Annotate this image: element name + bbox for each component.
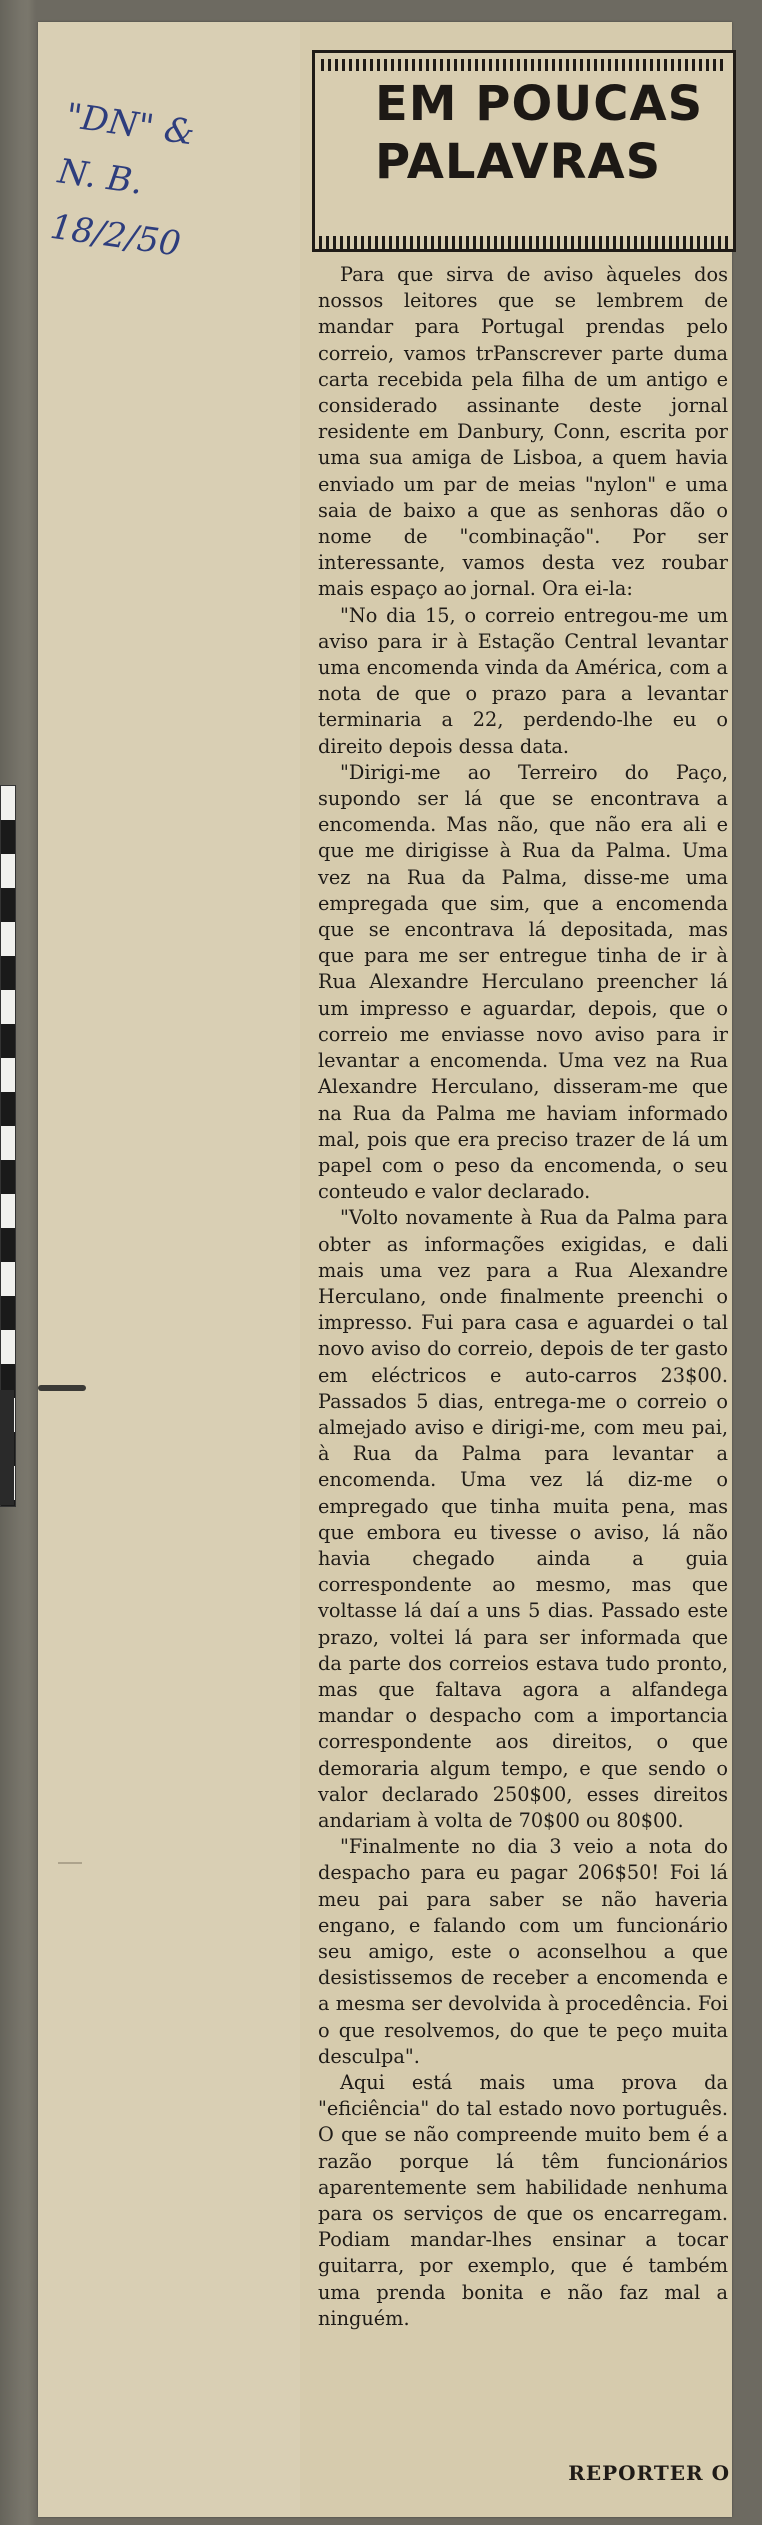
headline-line-1: EM POUCAS	[375, 76, 704, 132]
article-paragraph: "Finalmente no dia 3 veio a nota do despacho para eu pagar 206$50! Foi lá meu pai para saber se não haveria engano, e falando com um funcionário seu amigo, este o aconselhou a que desistissemos de receber a encomenda e a mesma ser devolvida à procedência. Foi o que resolvemos, do que te peço muita desculpa".	[318, 1835, 728, 2068]
handwritten-line-2: N. B.	[55, 151, 146, 203]
margin-mark	[38, 1385, 86, 1391]
handwritten-line-1: "DN" &	[63, 95, 197, 154]
headline-box	[312, 50, 736, 252]
handwritten-annotation	[47, 88, 268, 282]
article-signature: REPORTER O	[568, 2461, 730, 2485]
clipping-margin	[38, 22, 300, 2517]
article-body	[318, 262, 728, 2332]
scale-ruler-dark-segment	[0, 1390, 14, 1505]
article-paragraph: "Dirigi-me ao Terreiro do Paço, supondo ser lá que se encontrava a encomenda. Mas não, que não era ali e que me dirigisse à Rua da Palma. Uma vez na Rua da Palma, disse-me uma empregada que sim, que a encomenda que se encontrava lá depositada, mas que para me ser entregue tinha de ir à Rua Alexandre Herculano preencher lá um impresso e aguardar, depois, que o correio me enviasse novo aviso para ir levantar a encomenda. Uma vez na Rua Alexandre Herculano, disseram-me que na Rua da Palma me haviam informado mal, pois que era preciso trazer de lá um papel com o peso da encomenda, o seu conteudo e valor declarado.	[318, 760, 728, 1204]
headline-line-2: PALAVRAS	[375, 134, 662, 190]
handwritten-line-3: 18/2/50	[47, 206, 184, 265]
headline	[375, 75, 715, 191]
article-paragraph: "Volto novamente à Rua da Palma para obter as informações exigidas, e dali mais uma vez para a Rua Alexandre Herculano, onde finalmente preenchi o impresso. Fui para casa e aguardei o tal novo aviso do correio, depois de ter gasto em eléctricos e auto-carros 23$00. Passados 5 dias, entrega-me o correio o almejado aviso e dirigi-me, com meu pai, à Rua da Palma para levantar a encomenda. Uma vez lá diz-me o empregado que tinha muita pena, mas que embora eu tivesse o aviso, lá não havia chegado ainda a guia correspondente ao mesmo, mas que voltasse lá daí a uns 5 dias. Passado este prazo, voltei lá para ser informada que da parte dos correios estava tudo pronto, mas que faltava agora a alfandega mandar o despacho com a importancia correspondente aos direitos, o que demoraria algum tempo, e que sendo o valor declarado 250$00, esses direitos andariam à volta de 70$00 ou 80$00.	[318, 1206, 728, 1832]
article-paragraph: "No dia 15, o correio entregou-me um aviso para ir à Estação Central levantar uma encomenda vinda da América, com a nota de que o prazo para a levantar terminaria a 22, perdendo-lhe eu o direito depois dessa data.	[318, 603, 728, 758]
margin-scratch	[58, 1862, 82, 1876]
article-paragraph: Aqui está mais uma prova da "eficiência" do tal estado novo português. O que se não compreende muito bem é a razão porque lá têm funcionários aparentemente sem habilidade nenhuma para os serviços de que os encarregam. Podiam mandar-lhes ensinar a tocar guitarra, por exemplo, que é também uma prenda bonita e não faz mal a ninguém.	[318, 2071, 728, 2330]
article-paragraph: Para que sirva de aviso àqueles dos nossos leitores que se lembrem de mandar para Portugal prendas pelo correio, vamos trPanscrever parte duma carta recebida pela filha de um antigo e considerado assinante deste jornal residente em Danbury, Conn, escrita por uma sua amiga de Lisboa, a quem havia enviado um par de meias "nylon" e uma saia de baixo a que as senhoras dão o nome de "combinação". Por ser interessante, vamos desta vez roubar mais espaço ao jornal. Ora ei-la:	[318, 263, 728, 601]
headline-rule	[312, 236, 732, 250]
